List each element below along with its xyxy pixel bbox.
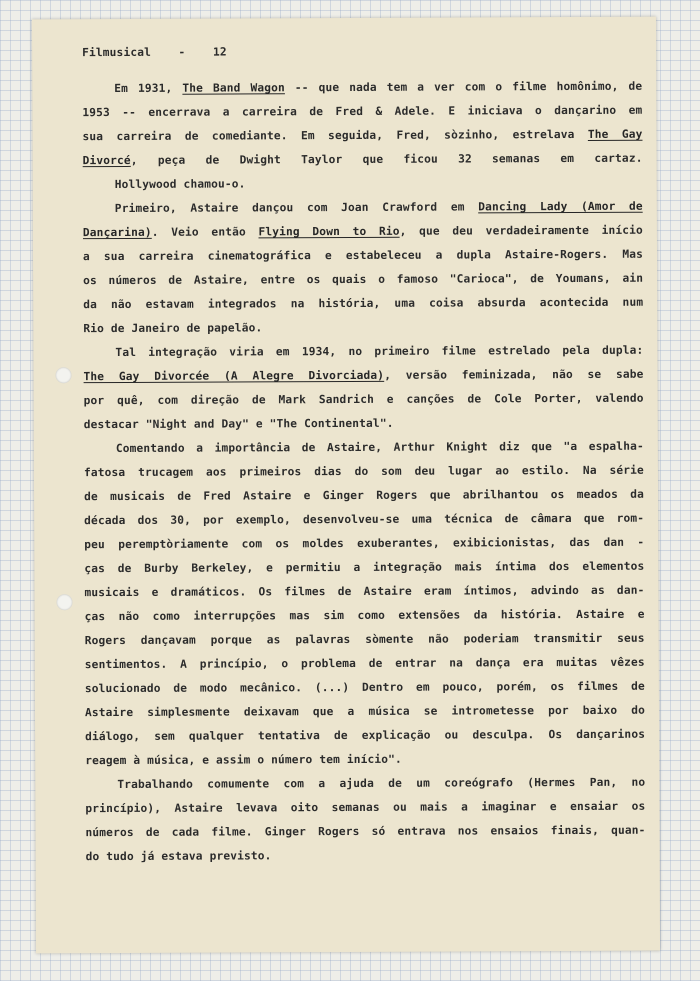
text-line [84,531,644,557]
text-line [82,99,642,125]
text-line [84,387,644,413]
typed-text-area [82,39,646,869]
header-separator: - [178,45,186,59]
text-line [84,483,644,509]
text-segment: Primeiro, Astaire dançou com Joan Crawford em [114,200,479,216]
text-line [85,747,645,773]
text-line [83,315,643,341]
text-line [85,819,645,845]
text-segment: Hollywood chamou-o. [114,177,246,192]
text-line [82,123,642,149]
text-segment: musicais e dramáticos. Os filmes de Astaire eram íntimos, advindo as dan- [84,583,645,600]
text-segment: destacar "Night and Day" e "The Continental". [83,416,394,432]
text-line [86,843,646,869]
text-line [85,699,645,725]
text-line [83,243,643,269]
underlined-title: The Gay Divorcée (A Alegre Divorciada) [83,368,385,384]
text-segment: . Veio então [151,225,259,239]
text-line [83,339,643,365]
text-segment: sua carreira de comediante. Em seguida, Fred, sòzinho, estrelava [82,127,588,144]
text-segment: solucionado de modo mecânico. (...) Dentro em pouco, porém, os filmes de [84,679,645,696]
text-segment: peu peremptòriamente com os moldes exuberantes, exibicionistas, das dan - [84,535,645,552]
underlined-title: Divorcé [82,153,131,168]
text-segment: Rio de Janeiro de papelão. [83,321,263,336]
text-segment: por quê, com direção de Mark Sandrich e canções de Cole Porter, valendo [83,391,644,408]
text-line [85,675,645,701]
text-line [84,579,644,605]
binder-hole [55,367,71,383]
text-line [84,459,644,485]
text-segment: década dos 30, por exemplo, desenvolveu-se uma técnica de câmara que rom- [84,511,645,528]
underlined-title: The Gay [587,127,643,141]
text-segment: , que deu verdadeiramente início [399,223,643,238]
binder-hole [56,594,72,610]
text-segment: diálogo, sem qualquer tentativa de explicação ou desculpa. Os dançarinos [85,727,646,744]
page-number: 12 [212,45,227,59]
text-segment: do tudo já estava previsto. [85,849,272,864]
text-segment: ças não como interrupções mas sim como extensões da história. Astaire e [84,607,645,624]
text-line [84,555,644,581]
text-segment: -- que nada tem a ver com o filme homônimo, de [284,79,643,95]
text-segment: fatosa trucagem aos primeiros dias do som deu lugar ao estilo. Na série [83,463,644,480]
text-segment: os números de Astaire, entre os quais o famoso "Carioca", de Youmans, ain [83,271,644,288]
text-line [82,75,642,101]
text-line [85,795,645,821]
text-segment: 1953 -- encerrava a carreira de Fred & Adele. E iniciava o dançarino em [82,103,643,120]
text-segment: Astaire simplesmente deixavam que a música se intrometesse por baixo do [84,703,646,720]
text-segment: Em 1931, [114,81,183,96]
text-line [85,603,645,629]
text-line [85,627,645,653]
text-segment: Comentando a importância de Astaire, Arthur Knight diz que "a espalha- [115,439,644,456]
text-segment: , peça de Dwight Taylor que ficou 32 semanas em cartaz. [130,151,643,167]
underlined-title: Dançarina) [82,225,152,240]
typed-page [32,17,660,954]
text-line [85,651,645,677]
document-body [82,75,645,869]
text-line [85,771,645,797]
text-line [83,267,643,293]
text-segment: a sua carreira cinematográfica e estabeleceu a dupla Astaire-Rogers. Mas [82,247,644,264]
text-segment: Rogers dançavam porque as palavras sòmente não poderiam transmitir seus [84,631,645,648]
text-segment: da não estavam integrados na história, uma coisa absurda acontecida num [83,295,644,312]
text-line [84,435,644,461]
underlined-title: Flying Down to Rio [258,224,400,239]
text-segment: números de cada filme. Ginger Rogers só entrava nos ensaios finais, quan- [85,823,646,840]
text-line [83,171,643,197]
underlined-title: Dancing Lady (Amor de [478,199,643,214]
text-segment: sentimentos. A princípio, o problema de entrar na dança era muitas vêzes [84,655,645,672]
text-line [84,507,644,533]
text-line [83,147,643,173]
underlined-title: The Band Wagon [182,81,285,95]
text-line [83,219,643,245]
text-segment: ças de Burby Berkeley, e permitiu a integração mais íntima dos elementos [84,559,645,576]
header-label: Filmusical [82,45,151,60]
text-line [83,363,643,389]
text-line [84,411,644,437]
text-segment: princípio), Astaire levava oito semanas ou mais a imaginar e ensaiar os [85,799,646,816]
text-line [83,195,643,221]
page-header [82,39,642,65]
text-line [83,291,643,317]
text-segment: , versão feminizada, não se sabe [384,367,644,382]
text-segment: de musicais de Fred Astaire e Ginger Rogers que abrilhantou os meados da [84,487,645,504]
text-segment: Trabalhando comumente com a ajuda de um coreógrafo (Hermes Pan, no [117,775,646,792]
text-segment: reagem à música, e assim o número tem início". [85,752,402,768]
text-segment: Tal integração viria em 1934, no primeiro filme estrelado pela dupla: [115,343,644,360]
text-line [85,723,645,749]
